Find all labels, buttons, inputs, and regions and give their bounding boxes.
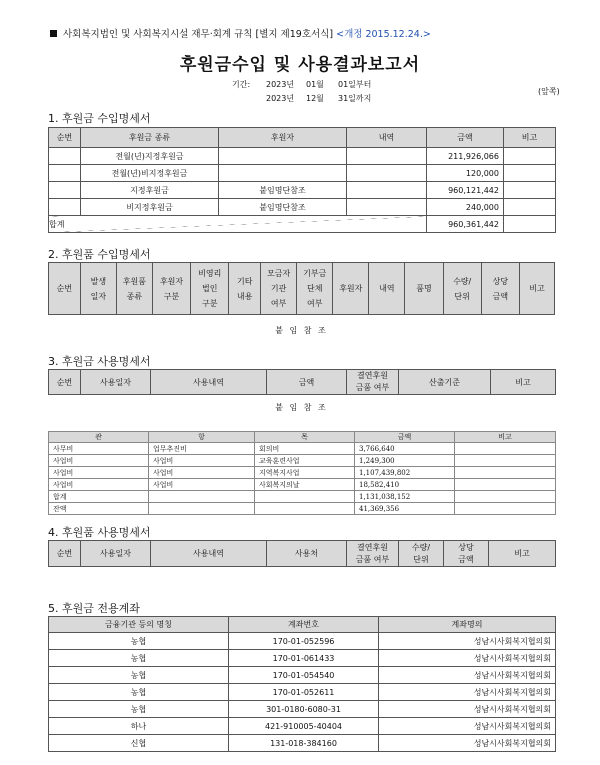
col-note: 비고	[491, 370, 556, 395]
table-row: 전월(년)지정후원금 211,926,066	[49, 148, 556, 165]
col-item-type: 후원품 종류	[116, 263, 152, 315]
col-seq: 순번	[49, 263, 81, 315]
table-row: 사업비 사업비 사회복지의날 18,582,410	[49, 479, 556, 491]
col-type: 후원금 종류	[81, 128, 219, 148]
table-row: 농협 170-01-061433 성남시사회복지협의회	[49, 650, 556, 667]
col-donor: 후원자	[219, 128, 347, 148]
col-kwan: 관	[49, 432, 149, 443]
col-amount: 금액	[355, 432, 455, 443]
section-1-title: 1. 후원금 수입명세서	[48, 112, 151, 125]
col-donor-type: 후원자 구분	[152, 263, 190, 315]
col-donor: 후원자	[333, 263, 369, 315]
col-hang: 항	[149, 432, 255, 443]
to-month: 12월	[306, 94, 324, 103]
donation-usage-table	[48, 369, 556, 395]
col-value: 상당 금액	[444, 541, 489, 567]
col-place: 사용처	[267, 541, 347, 567]
table-row: 농협 170-01-052596 성남시사회복지협의회	[49, 633, 556, 650]
table-row: 농협 170-01-052611 성남시사회복지협의회	[49, 684, 556, 701]
goods-income-table	[48, 262, 555, 315]
section-2-title: 2. 후원품 수입명세서	[48, 248, 151, 261]
total-row: 합계 960,361,442	[49, 216, 556, 233]
col-date: 발생 일자	[80, 263, 116, 315]
table-row: 사무비 업무추진비 회의비 3,766,640	[49, 443, 556, 455]
col-sponsorship: 결연후원 금품 여부	[347, 370, 399, 395]
col-mok: 목	[255, 432, 355, 443]
from-year: 2023년	[266, 80, 295, 89]
to-year: 2023년	[266, 94, 295, 103]
col-use-detail: 사용내역	[151, 370, 267, 395]
col-nonprofit: 비영리 법인 구분	[191, 263, 229, 315]
col-account-no: 계좌번호	[229, 617, 379, 633]
col-note: 비고	[504, 128, 556, 148]
balance-row: 잔액 41,369,356	[49, 503, 556, 515]
donation-income-table	[48, 127, 556, 233]
attachment-note: 붙 임 참 조	[275, 403, 328, 412]
form-header	[50, 26, 431, 40]
col-value: 상당 금액	[481, 263, 519, 315]
col-seq: 순번	[49, 370, 81, 395]
square-bullet-icon	[50, 30, 57, 37]
col-bank: 금융기관 등의 명칭	[49, 617, 229, 633]
attachment-note: 붙 임 참 조	[275, 326, 328, 335]
table-row: 농협 301-0180-6080-31 성남시사회복지협의회	[49, 701, 556, 718]
col-holder: 계좌명의	[379, 617, 556, 633]
col-amount: 금액	[267, 370, 347, 395]
table-row: 농협 170-01-054540 성남시사회복지협의회	[49, 667, 556, 684]
table-row: 전월(년)비지정후원금 120,000	[49, 165, 556, 182]
col-other: 기타 내용	[229, 263, 261, 315]
table-row: 지정후원금 붙임명단참조 960,121,442	[49, 182, 556, 199]
table-row: 사업비 사업비 교육훈련사업 1,249,300	[49, 455, 556, 467]
table-row: 사업비 사업비 지역복지사업 1,107,439,802	[49, 467, 556, 479]
col-detail: 내역	[347, 128, 427, 148]
table-row: 신협 131-018-384160 성남시사회복지협의회	[49, 735, 556, 752]
section-5-title: 5. 후원금 전용계좌	[48, 602, 140, 615]
col-product: 품명	[405, 263, 443, 315]
total-row: 합계 1,131,038,152	[49, 491, 556, 503]
account-table	[48, 616, 556, 752]
col-use-date: 사용일자	[81, 370, 151, 395]
usage-summary-table	[48, 431, 556, 515]
col-seq: 순번	[49, 128, 81, 148]
page-title: 후원금수입 및 사용결과보고서	[179, 55, 421, 75]
col-donation-org: 기부금 단체 여부	[297, 263, 333, 315]
col-note: 비고	[489, 541, 556, 567]
col-fundraiser: 모금자 기관 여부	[261, 263, 297, 315]
goods-usage-table	[48, 540, 556, 567]
col-sponsorship: 결연후원 금품 여부	[347, 541, 399, 567]
section-3-title: 3. 후원금 사용명세서	[48, 355, 151, 368]
revision-text: <개정 2015.12.24.>	[336, 29, 431, 40]
col-quantity: 수량/ 단위	[443, 263, 481, 315]
col-note: 비고	[455, 432, 556, 443]
col-seq: 순번	[49, 541, 81, 567]
col-basis: 산출기준	[399, 370, 491, 395]
table-row: 비지정후원금 붙임명단참조 240,000	[49, 199, 556, 216]
col-use-date: 사용일자	[81, 541, 151, 567]
to-day: 31일까지	[338, 94, 372, 103]
regulation-text: 사회복지법인 및 사회복지시설 재무·회계 규칙 [별지 제19호서식]	[63, 29, 334, 40]
from-month: 01월	[306, 80, 324, 89]
col-quantity: 수량/ 단위	[399, 541, 444, 567]
col-detail: 내역	[369, 263, 405, 315]
page-side-label: (앞쪽)	[538, 87, 560, 96]
col-amount: 금액	[427, 128, 504, 148]
table-row: 하나 421-910005-40404 성남시사회복지협의회	[49, 718, 556, 735]
report-period	[232, 78, 371, 106]
section-4-title: 4. 후원품 사용명세서	[48, 526, 151, 539]
col-use-detail: 사용내역	[151, 541, 267, 567]
from-day: 01일부터	[338, 80, 372, 89]
col-note: 비고	[519, 263, 554, 315]
period-label: 기간:	[232, 80, 251, 89]
